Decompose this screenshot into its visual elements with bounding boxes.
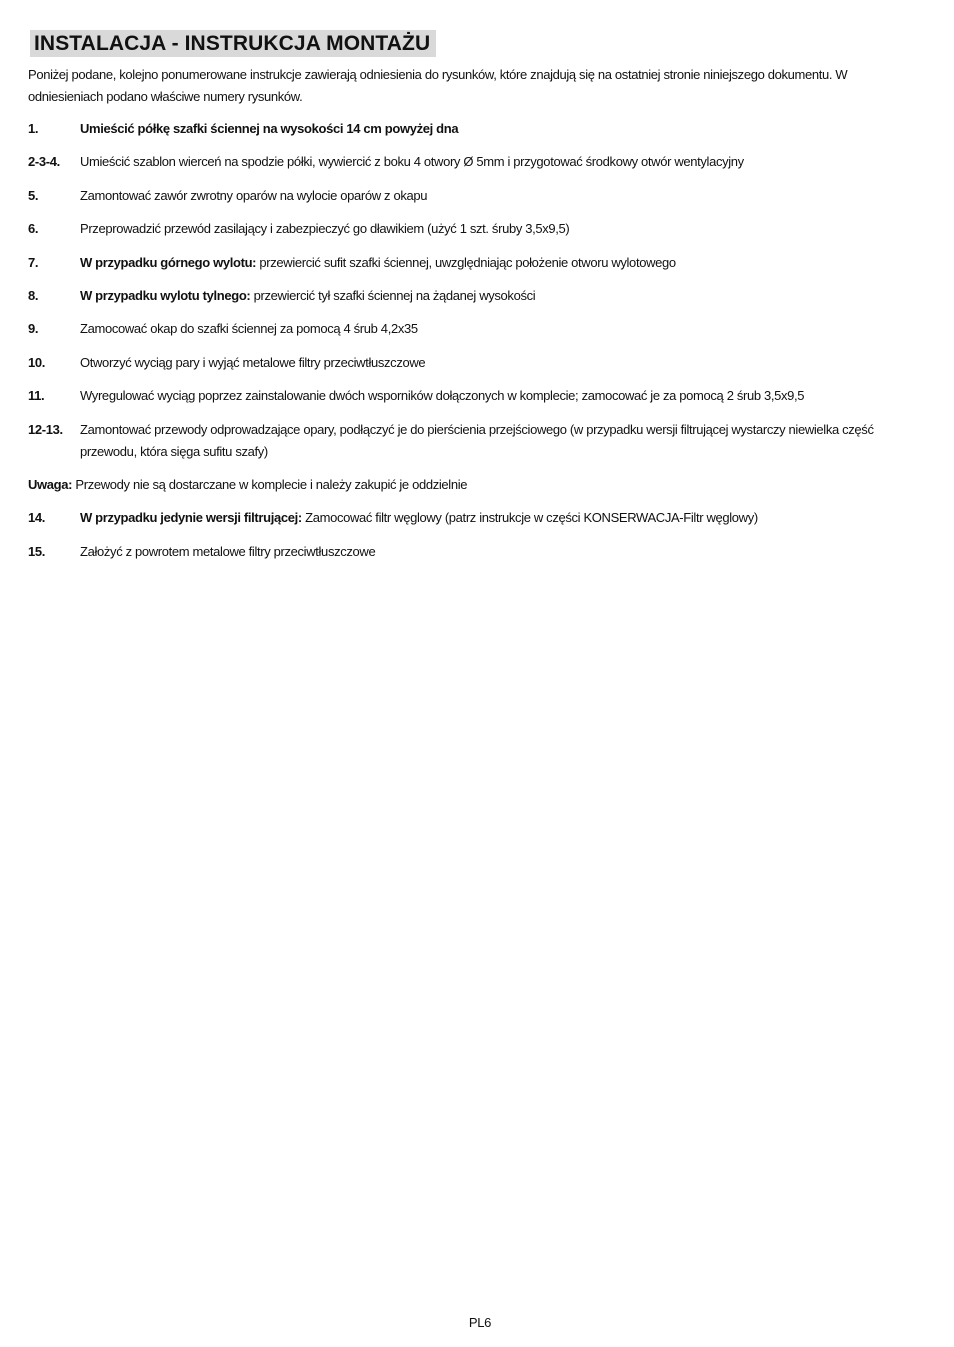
step-text bbox=[80, 318, 908, 340]
step-plain-text: Zamontować zawór zwrotny oparów na wylocie oparów z okapu bbox=[80, 187, 428, 203]
step-plain-text: Zamocować filtr węglowy (patrz instrukcje w części KONSERWACJA-Filtr węglowy) bbox=[301, 510, 758, 526]
step-plain-text: Przeprowadzić przewód zasilający i zabezpieczyć go dławikiem (użyć 1 szt. śruby 3,5x9,5) bbox=[80, 221, 570, 237]
section-heading-box bbox=[30, 30, 436, 57]
step-bold-text: W przypadku górnego wylotu: bbox=[80, 254, 257, 270]
step-bold-text: W przypadku jedynie wersji filtrującej: bbox=[80, 510, 302, 526]
instruction-step bbox=[28, 419, 908, 463]
note-text: Przewody nie są dostarczane w komplecie i należy zakupić je oddzielnie bbox=[72, 476, 468, 492]
note-label: Uwaga: bbox=[28, 476, 73, 492]
step-number: 1. bbox=[28, 121, 39, 136]
instruction-step bbox=[28, 285, 908, 307]
step-plain-text: Wyregulować wyciąg poprzez zainstalowanie dwóch wsporników dołączonych w komplecie; zamocować je za pomocą 2 śrub 3,5x9,5 bbox=[80, 388, 805, 404]
step-text bbox=[80, 352, 908, 374]
step-text bbox=[80, 541, 908, 563]
step-text bbox=[80, 185, 908, 207]
instruction-step bbox=[28, 385, 908, 407]
step-number: 5. bbox=[28, 187, 39, 203]
step-plain-text: Zamontować przewody odprowadzające opary, podłączyć je do pierścienia przejściowego (w przypadku wersji filtrującej wystarczy niewielka część przewodu, która sięga sufitu szafy) bbox=[80, 421, 874, 459]
instruction-step bbox=[28, 118, 908, 140]
step-plain-text: Otworzyć wyciąg pary i wyjąć metalowe filtry przeciwtłuszczowe bbox=[80, 354, 426, 370]
instruction-step bbox=[28, 318, 908, 340]
step-plain-text: Założyć z powrotem metalowe filtry przeciwtłuszczowe bbox=[80, 543, 376, 559]
instruction-list bbox=[28, 118, 908, 574]
step-number: 11. bbox=[28, 388, 45, 404]
note-paragraph bbox=[28, 474, 908, 496]
step-plain-text: przewiercić sufit szafki ściennej, uwzględniając położenie otworu wylotowego bbox=[256, 254, 676, 270]
step-plain-text: Umieścić szablon wierceń na spodzie półki, wywiercić z boku 4 otwory Ø 5mm i przygotować środkowy otwór wentylacyjny bbox=[80, 154, 744, 170]
step-number: 9. bbox=[28, 321, 39, 337]
page-number: PL6 bbox=[468, 1315, 492, 1330]
step-plain-text: Zamocować okap do szafki ściennej za pomocą 4 śrub 4,2x35 bbox=[80, 321, 418, 337]
instruction-step bbox=[28, 352, 908, 374]
instruction-step bbox=[28, 507, 908, 529]
instruction-step bbox=[28, 185, 908, 207]
instruction-step bbox=[28, 218, 908, 240]
step-text bbox=[80, 252, 908, 274]
instruction-step bbox=[28, 252, 908, 274]
step-number: 10. bbox=[28, 354, 46, 370]
step-text bbox=[80, 118, 908, 140]
step-bold-text: Umieścić półkę szafki ściennej na wysokości 14 cm powyżej dna bbox=[80, 121, 459, 136]
step-bold-text: W przypadku wylotu tylnego: bbox=[80, 287, 251, 303]
step-plain-text: przewiercić tył szafki ściennej na żądanej wysokości bbox=[250, 287, 536, 303]
step-number: 14. bbox=[28, 510, 46, 526]
step-text bbox=[80, 285, 908, 307]
step-text bbox=[80, 385, 908, 407]
step-number: 8. bbox=[28, 287, 39, 303]
page-title: INSTALACJA - INSTRUKCJA MONTAŻU bbox=[34, 31, 431, 55]
step-number: 12-13. bbox=[28, 421, 63, 437]
intro-paragraph: Poniżej podane, kolejno ponumerowane instrukcje zawierają odniesienia do rysunków, które znajdują się na ostatniej stronie niniejszego dokumentu. W odniesieniach podano właściwe numery rysunków. bbox=[28, 67, 848, 104]
step-text bbox=[80, 419, 908, 463]
instruction-step bbox=[28, 151, 908, 173]
step-text bbox=[80, 218, 908, 240]
step-number: 2-3-4. bbox=[28, 154, 60, 170]
step-number: 15. bbox=[28, 543, 46, 559]
instruction-step bbox=[28, 541, 908, 563]
step-number: 7. bbox=[28, 254, 39, 270]
step-number: 6. bbox=[28, 221, 39, 237]
step-text bbox=[80, 151, 908, 173]
step-text bbox=[80, 507, 908, 529]
